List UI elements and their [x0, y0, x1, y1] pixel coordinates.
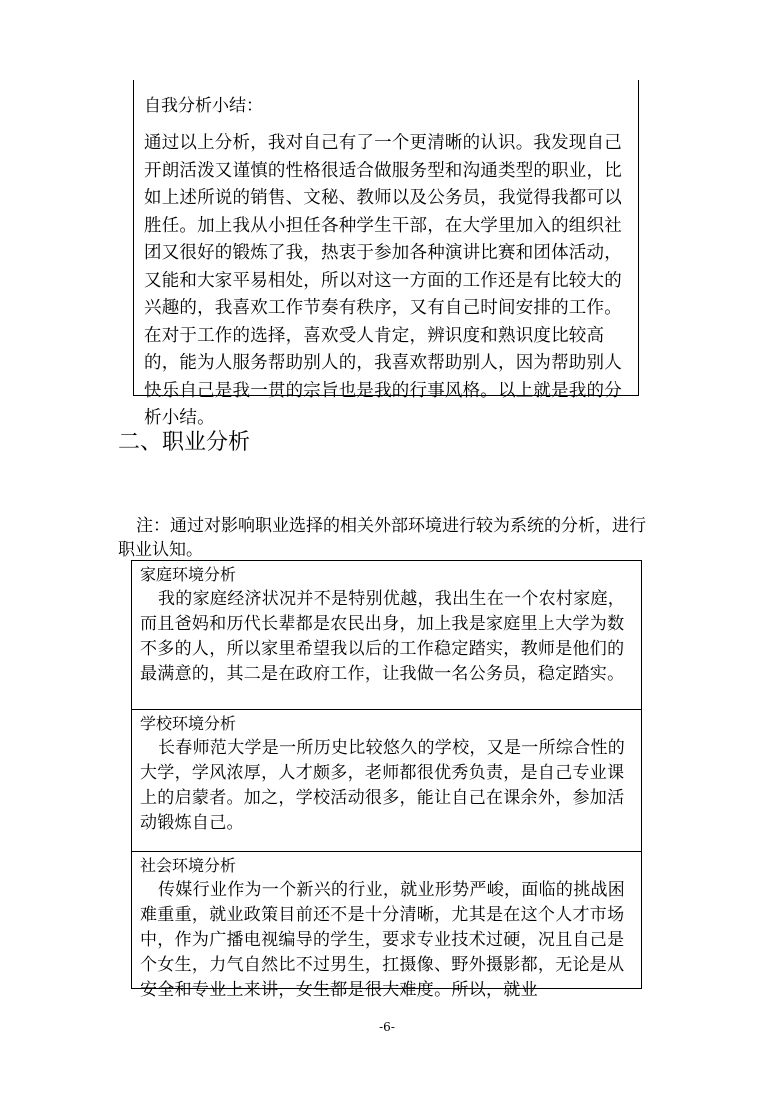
society-environment-label: 社会环境分析 [140, 856, 237, 875]
page-number: -6- [379, 1020, 395, 1034]
summary-heading: 自我分析小结： [144, 96, 263, 116]
environment-analysis-table [131, 560, 642, 1000]
school-environment-text: 长春师范大学是一所历史比较悠久的学校，又是一所综合性的大学，学风浓厚，人才颇多，老师都很优秀负责，是自己专业课上的启蒙者。加之，学校活动很多，能让自己在课余外，参加活动锻炼自己。 [140, 738, 626, 833]
summary-text: 通过以上分析，我对自己有了一个更清晰的认识。我发现自己开朗活泼又谨慎的性格很适合做服务型和沟通类型的职业，比如上述所说的销售、文秘、教师以及公务员，我觉得我都可以胜任。加上我从小担任各种学生干部，在大学里加入的组织社团又很好的锻炼了我，热衷于参加各种演讲比赛和团体活动，又能和大家平易相处，所以对这一方面的工作还是有比较大的兴趣的，我喜欢工作节奏有秩序，又有自己时间安排的工作。在对于工作的选择，喜欢受人肯定，辨识度和熟识度比较高的，能为人服务帮助别人的，我喜欢帮助别人，因为帮助别人快乐自己是我一贯的宗旨也是我的行事风格。以上就是我的分析小结。 [144, 133, 622, 428]
family-environment-label: 家庭环境分析 [140, 565, 237, 584]
society-environment-cell [132, 851, 641, 1000]
self-analysis-summary-box [133, 80, 639, 428]
section-title: 二、职业分析 [118, 430, 251, 455]
family-environment-cell [132, 561, 641, 709]
school-environment-label: 学校环境分析 [140, 714, 237, 733]
section-note: 注：通过对影响职业选择的相关外部环境进行较为系统的分析，进行职业认知。 [118, 516, 646, 560]
family-environment-text: 我的家庭经济状况并不是特别优越，我出生在一个农村家庭，而且爸妈和历代长辈都是农民出身，加上我是家庭里上大学为数不多的人，所以家里希望我以后的工作稳定踏实，教师是他们的最满意的，其二是在政府工作，让我做一名公务员，稳定踏实。 [140, 589, 626, 684]
school-environment-cell [132, 709, 641, 851]
society-environment-text: 传媒行业作为一个新兴的行业，就业形势严峻，面临的挑战困难重重，就业政策目前还不是十分清晰，尤其是在这个人才市场中，作为广播电视编导的学生，要求专业技术过硬，况且自己是个女生，力气自然比不过男生，扛摄像、野外摄影都，无论是从安全和专业上来讲，女生都是很大难度。所以，就业 [140, 880, 626, 1000]
